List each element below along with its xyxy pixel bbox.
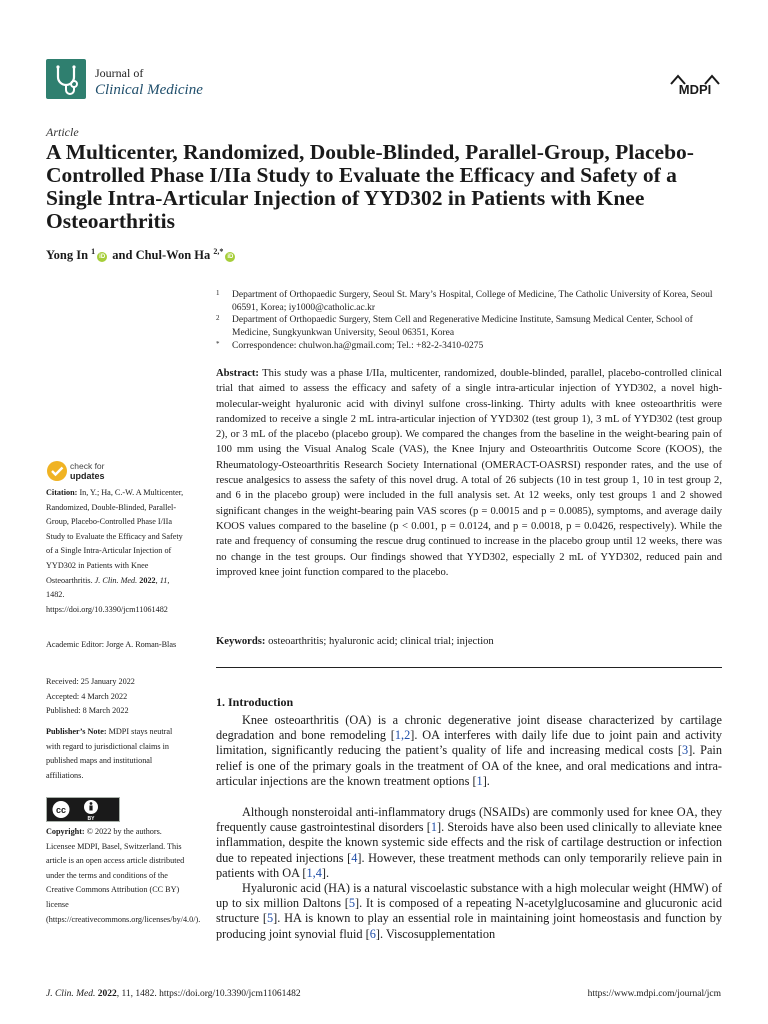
section-heading: 1. Introduction bbox=[216, 695, 294, 709]
by-text: BY bbox=[87, 816, 95, 822]
copyright-text: © 2022 by the authors. Licensee MDPI, Basel, Switzerland. This article is an open access article distributed under the terms and conditions of the Creative Commons Attribution (CC BY) license (https://creativecommons.org/licenses/by/4.0/). bbox=[46, 827, 201, 924]
paragraph-text: ]. bbox=[482, 773, 490, 788]
publisher-note bbox=[46, 725, 188, 783]
paragraph-text: ]. Steroids have also been used clinically to alleviate knee inflammation, despite the known systemic side effects and the risk of cartilage destruction or infection due to repeated injections [ bbox=[216, 820, 722, 865]
check-for-updates-button[interactable] bbox=[46, 460, 136, 484]
paragraph-text: ]. bbox=[321, 865, 330, 880]
citation-ref-link[interactable]: 6 bbox=[369, 926, 376, 941]
journal-name bbox=[95, 66, 203, 100]
body-paragraph bbox=[216, 805, 722, 881]
footer-citation bbox=[46, 989, 301, 999]
keywords-label: Keywords: bbox=[216, 636, 266, 647]
paragraph-text: Although nonsteroidal anti-inflammatory drugs (NSAIDs) are commonly used for knee OA, they frequently cause gastrointestinal disorders [ bbox=[216, 805, 722, 835]
footer-year: 2022 bbox=[97, 989, 117, 999]
author-name[interactable]: Chul-Won Ha bbox=[135, 248, 211, 263]
published-date: Published: 8 March 2022 bbox=[46, 706, 129, 716]
dates-block bbox=[46, 675, 188, 719]
copyright bbox=[46, 825, 201, 927]
citation-ref-link[interactable]: 1 bbox=[476, 773, 483, 788]
paragraph-text: Knee osteoarthritis (OA) is a chronic degenerative joint disease characterized by cartilage degradation and bone remodeling [ bbox=[216, 713, 722, 743]
received-date: Received: 25 January 2022 bbox=[46, 677, 135, 686]
abstract-text: This study was a phase I/IIa, multicenter, randomized, double-blinded, parallel, placebo-controlled clinical trial that aimed to assess the efficacy and safety of a single intra-articular injection of YYD302, a novel high-molecular-weight hyaluronic acid with divinyl sulfone cross-linking. Thirty adults with knee osteoarthritis were randomized to receive a single 2 mL intra-articular injection of YYD302 (test group 1), 3 mL of YYD302 (test group 2), or 3 mL of the placebo (placebo group). We compared the changes from the baseline in the weight-bearing pain of 100 mm using the Visual Analog Scale (VAS), the Knee Injury and Osteoarthritis Outcome Score (KOOS), the Rheumatology-Osteoarthritis Research Society International (OMERACT-OASRSI) responder rates, and the use of rescue analgesics to assess the safety of this novel drug. A total of 26 subjects (10 in test group 1, 10 in test group 2, and 6 in the placebo group) were included in the full analysis set. At 12 weeks, only test groups 1 and 2 showed significant changes in the weight-bearing pain VAS scores (p = 0.0015 and p = 0.0085), symptoms, and average daily KOOS values compared to the baseline (p < 0.001, p = 0.0124, and p = 0.0018, p = 0.0426, respectively). While the rate and frequency of consuming the rescue drug continued to increase in the placebo group until 12 weeks, there was no change in the test groups. Our findings showed that YYD302, especially 2 mL of YYD302, reduced pain and improved knee joint function compared to the placebo. bbox=[216, 368, 722, 578]
orcid-icon[interactable]: iD bbox=[99, 254, 106, 261]
citation-ref-link[interactable]: 1 bbox=[430, 820, 437, 835]
body-paragraph bbox=[216, 713, 722, 789]
article-type: Article bbox=[46, 125, 79, 139]
citation-ref-link[interactable]: 4 bbox=[351, 850, 358, 865]
affiliation-number: 1 bbox=[216, 289, 220, 297]
citation-year: 2022 bbox=[139, 575, 156, 585]
orcid-icon[interactable]: iD bbox=[227, 254, 234, 261]
affiliation-text: Department of Orthopaedic Surgery, Seoul St. Mary’s Hospital, College of Medicine, The Catholic University of Korea, Seoul 06591, Korea; iy1000@catholic.ac.kr bbox=[232, 290, 713, 313]
author-conjunction: and bbox=[112, 248, 133, 263]
body-paragraph bbox=[216, 881, 722, 942]
footer-journal: J. Clin. Med. bbox=[46, 989, 96, 999]
journal-logo-icon bbox=[46, 59, 86, 99]
footer-doi[interactable]: , 11, 1482. https://doi.org/10.3390/jcm11061482 bbox=[116, 989, 301, 999]
journal-name-line2: Clinical Medicine bbox=[95, 82, 203, 98]
cc-by-license-icon[interactable] bbox=[46, 797, 120, 822]
paragraph-text: ]. OA interferes with daily life due to joint pain and activity limitation, significantly reducing the patient’s quality of life and increasing medical costs [ bbox=[216, 728, 722, 758]
paragraph-text: Hyaluronic acid (HA) is a natural viscoelastic substance with a high molecular weight (HMW) of up to six million Daltons [ bbox=[216, 881, 722, 911]
paragraph-text: ]. Pain relief is one of the primary goals in the treatment of OA of the knee, and oral medications and intra-articular injections are the known treatment options [ bbox=[216, 743, 722, 788]
publisher-note-text: MDPI stays neutral with regard to jurisdictional claims in published maps and institutional affiliations. bbox=[46, 727, 173, 780]
citation-label: Citation: bbox=[46, 488, 78, 497]
accepted-date: Accepted: 4 March 2022 bbox=[46, 691, 128, 701]
check-updates-line2: updates bbox=[70, 471, 105, 481]
mdpi-logo-icon bbox=[669, 72, 721, 98]
author-name[interactable]: Yong In bbox=[46, 248, 89, 263]
abstract bbox=[216, 366, 722, 580]
cc-text: cc bbox=[55, 805, 67, 815]
affiliation-text: Department of Orthopaedic Surgery, Stem Cell and Regenerative Medicine Institute, Samsung Medical Center, School of Medicine, Sungkyunkwan University, Seoul 06351, Korea bbox=[232, 315, 693, 338]
check-updates-icon bbox=[46, 460, 68, 482]
publisher-name: MDPI bbox=[678, 82, 712, 97]
paragraph-text: ]. HA is known to play an essential role in maintaining joint homeostasis and function by producing joint synovial fluid [ bbox=[216, 911, 722, 941]
section-divider bbox=[216, 667, 722, 668]
citation-ref-link[interactable]: 1,2 bbox=[394, 728, 411, 743]
author-affiliation-sup: 1 bbox=[91, 247, 96, 256]
affiliation-text: Correspondence: chulwon.ha@gmail.com; Tel.: +82-2-3410-0275 bbox=[232, 341, 484, 351]
citation-pages-doi[interactable]: , 1482. https://doi.org/10.3390/jcm11061482 bbox=[46, 575, 170, 614]
affiliation-number: 2 bbox=[216, 314, 220, 322]
citation-ref-link[interactable]: 1,4 bbox=[306, 865, 322, 880]
paragraph-text: ]. It is composed of a repeating N-acetylglucosamine and glucuronic acid structure [ bbox=[216, 896, 722, 926]
author-affiliation-sup: 2,* bbox=[213, 247, 224, 256]
abstract-label: Abstract: bbox=[216, 368, 259, 379]
copyright-label: Copyright: bbox=[46, 827, 85, 836]
citation-ref-link[interactable]: 5 bbox=[348, 896, 355, 911]
citation-ref-link[interactable]: 5 bbox=[266, 911, 274, 926]
publisher-note-label: Publisher’s Note: bbox=[46, 727, 107, 736]
affiliation bbox=[216, 289, 726, 314]
citation-text: In, Y.; Ha, C.-W. A Multicenter, Randomized, Double-Blinded, Parallel-Group, Placebo-Controlled Phase I/IIa Study to Evaluate the Efficacy and Safety of a Single Intra-Articular Injection of YYD302 in Patients with Knee Osteoarthritis. bbox=[46, 488, 184, 585]
keywords bbox=[216, 636, 722, 647]
citation-ref-link[interactable]: 3 bbox=[682, 743, 689, 758]
author-list bbox=[46, 247, 237, 263]
academic-editor: Academic Editor: Jorge A. Roman-Blas bbox=[46, 640, 177, 649]
affiliation bbox=[216, 340, 726, 353]
article-title: A Multicenter, Randomized, Double-Blinded, Parallel-Group, Placebo-Controlled Phase I/IIa Study to Evaluate the Efficacy and Safety of a Single Intra-Articular Injection of YYD302 in Patients with Knee Osteoarthritis bbox=[46, 140, 694, 233]
citation-volume: 11 bbox=[159, 575, 168, 585]
affiliation bbox=[216, 314, 726, 339]
citation-block: Citation: In, Y.; Ha, C.-W. A Multicenter, Randomized, Double-Blinded, Parallel-Group, Placebo-Controlled Phase I/IIa Study to Evaluate the Efficacy and Safety of a Single Intra-Articular Injection of YYD302 in Patients with Knee Osteoarthritis. J. Clin. Med. 2022, 11, 1482. https://doi.org/10.3390/jcm11061482 bbox=[46, 488, 184, 614]
paragraph-text: ]. However, these treatment methods can only temporarily relieve pain in patients with OA [ bbox=[216, 850, 722, 880]
footer-journal-url[interactable]: https://www.mdpi.com/journal/jcm bbox=[587, 989, 721, 999]
affiliation-number: * bbox=[216, 340, 220, 348]
journal-name-line1: Journal of bbox=[95, 66, 144, 80]
citation-journal: J. Clin. Med. bbox=[94, 575, 138, 585]
paragraph-text: ]. Viscosupplementation bbox=[375, 926, 496, 941]
keywords-text: osteoarthritis; hyaluronic acid; clinical trial; injection bbox=[268, 636, 494, 647]
check-updates-line1: check for bbox=[70, 461, 105, 471]
